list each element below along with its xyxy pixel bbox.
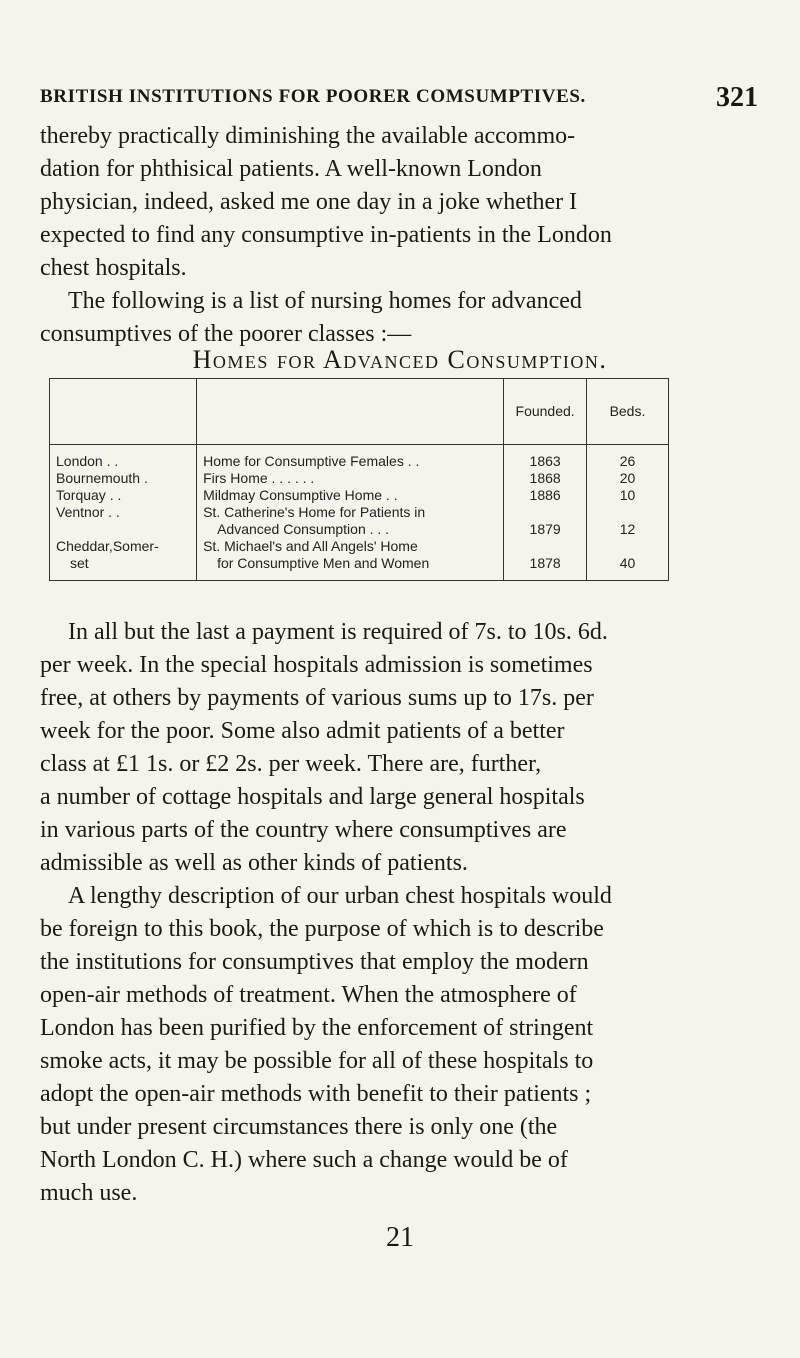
- text-line: adopt the open-air methods with benefit to their patients ;: [40, 1081, 592, 1107]
- column-header-home: [197, 379, 504, 445]
- cell-place: Cheddar,Somer-: [50, 538, 197, 555]
- cell-beds: [586, 538, 668, 555]
- cell-founded: 1863: [504, 445, 587, 471]
- running-head: [40, 82, 760, 114]
- table-row: [50, 521, 669, 538]
- table-row: [50, 555, 669, 581]
- cell-beds: 10: [586, 487, 668, 504]
- cell-home: Mildmay Consumptive Home . .: [197, 487, 504, 504]
- column-header-beds: Beds.: [586, 379, 668, 445]
- body-paragraph: [40, 616, 766, 1210]
- text-line: The following is a list of nursing homes for advanced: [68, 288, 582, 314]
- cell-founded: 1886: [504, 487, 587, 504]
- cell-home: St. Michael's and All Angels' Home: [197, 538, 504, 555]
- text-line: free, at others by payments of various sums up to 17s. per: [40, 685, 594, 711]
- table-heading: Homes for Advanced Consumption.: [192, 345, 608, 374]
- text-line: the institutions for consumptives that employ the modern: [40, 949, 589, 975]
- cell-place: Torquay . .: [50, 487, 197, 504]
- homes-table: [49, 378, 669, 581]
- table-row: [50, 487, 669, 504]
- text-line: class at £1 1s. or £2 2s. per week. There are, further,: [40, 751, 542, 777]
- cell-place: [50, 521, 197, 538]
- running-head-title: BRITISH INSTITUTIONS FOR POORER COMSUMPTIVES.: [40, 86, 586, 107]
- cell-beds: [586, 504, 668, 521]
- text-line: a number of cottage hospitals and large general hospitals: [40, 784, 585, 810]
- text-line: in various parts of the country where consumptives are: [40, 817, 567, 843]
- table-row: [50, 445, 669, 471]
- text-line: per week. In the special hospitals admission is sometimes: [40, 652, 593, 678]
- cell-home: Advanced Consumption . . .: [197, 521, 504, 538]
- cell-founded: 1868: [504, 470, 587, 487]
- text-line: physician, indeed, asked me one day in a joke whether I: [40, 189, 578, 215]
- cell-founded: [504, 504, 587, 521]
- text-line: be foreign to this book, the purpose of which is to describe: [40, 916, 604, 942]
- cell-home: Home for Consumptive Females . .: [197, 445, 504, 471]
- column-header-founded: Founded.: [504, 379, 587, 445]
- text-line: admissible as well as other kinds of patients.: [40, 850, 468, 876]
- text-line: chest hospitals.: [40, 255, 187, 281]
- text-line: London has been purified by the enforcement of stringent: [40, 1015, 594, 1041]
- table-row: [50, 538, 669, 555]
- text-line: expected to find any consumptive in-patients in the London: [40, 222, 612, 248]
- cell-home: Firs Home . . . . . .: [197, 470, 504, 487]
- text-line: week for the poor. Some also admit patients of a better: [40, 718, 565, 744]
- cell-place: London . .: [50, 445, 197, 471]
- cell-place: Bournemouth .: [50, 470, 197, 487]
- signature-mark: 21: [386, 1222, 414, 1253]
- text-line: smoke acts, it may be possible for all of these hospitals to: [40, 1048, 594, 1074]
- column-header-place: [50, 379, 197, 445]
- text-line: open-air methods of treatment. When the atmosphere of: [40, 982, 577, 1008]
- cell-beds: 26: [586, 445, 668, 471]
- cell-beds: 40: [586, 555, 668, 581]
- text-line: thereby practically diminishing the available accommo-: [40, 123, 576, 149]
- cell-beds: 12: [586, 521, 668, 538]
- text-line: In all but the last a payment is required of 7s. to 10s. 6d.: [68, 619, 608, 645]
- cell-beds: 20: [586, 470, 668, 487]
- page-number: 321: [716, 82, 758, 113]
- table-row: [50, 504, 669, 521]
- text-line: dation for phthisical patients. A well-known London: [40, 156, 542, 182]
- text-line: much use.: [40, 1180, 138, 1206]
- cell-founded: 1879: [504, 521, 587, 538]
- cell-home: for Consumptive Men and Women: [197, 555, 504, 581]
- text-line: but under present circumstances there is only one (the: [40, 1114, 558, 1140]
- cell-home: St. Catherine's Home for Patients in: [197, 504, 504, 521]
- table-header-row: [50, 379, 669, 445]
- cell-place: Ventnor . .: [50, 504, 197, 521]
- table-row: [50, 470, 669, 487]
- text-line: A lengthy description of our urban chest hospitals would: [68, 883, 612, 909]
- cell-founded: [504, 538, 587, 555]
- cell-place: set: [50, 555, 197, 581]
- cell-founded: 1878: [504, 555, 587, 581]
- text-line: consumptives of the poorer classes :—: [40, 321, 412, 347]
- intro-paragraph: [40, 120, 766, 351]
- text-line: North London C. H.) where such a change would be of: [40, 1147, 568, 1173]
